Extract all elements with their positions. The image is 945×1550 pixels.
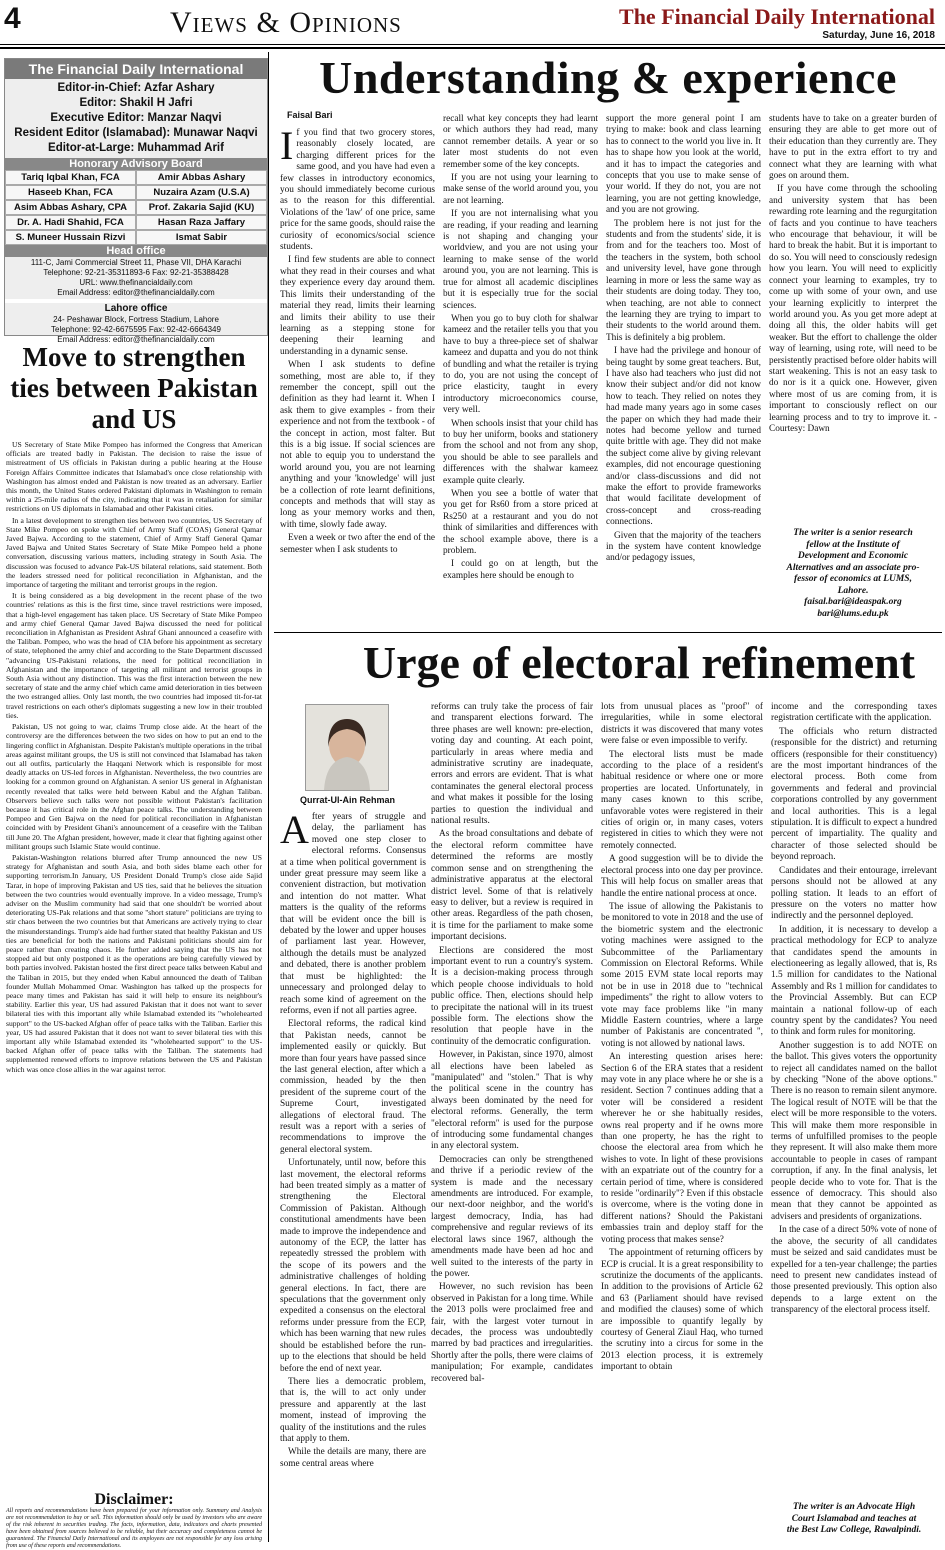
paragraph: Even a week or two after the end of the semester when I ask students to xyxy=(280,533,435,555)
paragraph: Unfortunately, until now, before this last movement, the electoral reforms had been treated simply as a matter of strengthening the Electoral Commission of Pakistan. Although constitutional amendments have been made to improve the independence and autonomy of the ECP, the latter has repeatedly stressed the problem with the scope of its powers and the administrative challenges of holding general elections. In fact, there are speculations that the government only expedited a consensus on the electoral reforms under pressure from the ECP, which has been warning that new rules should be established before the run-up to the elections that should be held before the end of next year. xyxy=(280,1158,426,1374)
advisor: Hasan Raza Jaffary xyxy=(136,215,267,230)
paragraph: In the case of a direct 50% vote of none of the above, the security of all candidates must be seized and said candidates must be expelled for a ten-year challenge; the parties need to present new candidates instead of those presented previously. This option also depends to a large extent on the transparency of the electoral process itself. xyxy=(771,1225,937,1316)
paragraph: However, in Pakistan, since 1970, almost all elections have been labeled as "manipulated" and "stolen." That is why the political scene in the country has always been dominated by the need for electoral reforms. Generally, the term "electoral reform" is used for the purpose of introducing some fundamental changes in any electoral system. xyxy=(431,1050,593,1152)
paragraph: If you are not internalising what you are reading, if your reading and learning is not shaping and changing your worldview, and you are not using your learning to make sense of the world around you, you are not learning. This is true for almost all academic disciplines but it is especially true for the social sciences. xyxy=(443,209,598,311)
issue-date: Saturday, June 16, 2018 xyxy=(822,30,935,41)
editor-list xyxy=(5,79,267,158)
author-byline: Qurrat-Ul-Ain Rehman xyxy=(299,795,395,805)
author-note xyxy=(771,1502,937,1537)
portrait-icon xyxy=(306,705,388,790)
url-link[interactable]: URL: www.thefinancialdaily.com xyxy=(79,278,193,287)
article-column xyxy=(443,114,598,628)
editor-line: Editor-at-Large: Muhammad Arif xyxy=(48,142,224,154)
phone-line: Telephone: 92-21-35311893-6 Fax: 92-21-35388428 xyxy=(43,268,229,277)
paragraph xyxy=(280,128,435,253)
author-byline: Faisal Bari xyxy=(287,110,333,120)
paragraph: The problem here is not just for the students and from the students' side, it is from and for the teachers too. Most of the teachers in the system, both school and university level, have gone through learning in more or less the same way as their students are doing today. They too, when teaching, are not able to connect the learning they are trying to impart to their students to the world around them. This is definitely a big problem. xyxy=(606,218,761,343)
advisor: Dr. A. Hadi Shahid, FCA xyxy=(5,215,136,230)
lahore-office-title: Lahore office xyxy=(104,303,168,314)
paragraph: Given that the majority of the teachers in the system have content knowledge and/or pedagogy issues, xyxy=(606,530,761,564)
paragraph: It is being considered as a big development in the recent phase of the two countries' relations as this is the first time, since travel restrictions were imposed, that a high-level engagement has taken place. US Secretary of State Mike Pompeo and army chief General Qamar Javed Bajwa discussed the need for political reconciliation in Afghanistan as President Ashraf Ghani announced a ceasefire with the Taliban. Pompeo, who was the head of CIA before his appointment as secretary of state, telephoned the army chief and according to the State Department discussed "advancing US-Pakistani relations, the need for political reconciliation in Afghanistan and the importance of targeting all militant and terrorist groups in South Asia without any distinction. This was the first interaction between the new secretary of state and the army chief which came amid deterioration in ties between the two estranged allies. Only last month, the two countries had imposed tit-for-tat travel restrictions on each other's diplomats suggesting a new low in their troubled ties. xyxy=(6,591,262,720)
header-rule xyxy=(0,44,945,45)
address-line: 24- Peshawar Block, Fortress Stadium, Lahore xyxy=(53,315,219,324)
paragraph-text: f you find that two grocery stores, reasonably closely located, are charging different prices for the same good, and you have had even a few classes in introductory economics, you should immediately become curious as to the reason for this differential. Violations of the 'law' of one price, same price for the same goods, should raise the curiosity of economics/social science students. xyxy=(280,128,435,253)
paragraph: In a latest development to strengthen ties between two countries, US Secretary of State Mike Pompeo on spoke with Chief of Army Staff (COAS) General Qamar Javed Bajwa. According to the statement, Chief of Army Staff General Qamar Javed Bajwa and United States Secretary of State Mike Pompeo held a phone conversation, discussing various matters, including strategy in South Asia. The discussion was focused to advance Pak-US bilateral relations, said statement. Both the leaders stressed need for political reconciliation in Afghanistan, and the importance of targeting the militant and terrorist groups in the region. xyxy=(6,515,262,590)
paragraph: I have had the privilege and honour of being taught by some great teachers. But, I have also had teachers who just did not know their subject and/or did not know how to teach. They relied on notes they had made many years ago in some cases the paper on which they had made their notes had become yellow and turned quite brittle with age. They did not make the subject come alive by giving relevant examples, did not encourage questioning and/or class-discussions and did not make the effort to provide frameworks that would facilitate development of cross-concept and cross-reading connections. xyxy=(606,346,761,528)
paragraph: The issue of allowing the Pakistanis to be monitored to vote in 2018 and the use of the biometric system and the electronic voting machines were assigned to the Subcommittee of the Parliamentary Commission on Electoral Reforms. While some 2015 EVM state local reports may not be in use in 2018 due to "technical impediments" the right to allow voters to vote may face problems like "in many Middle Eastern countries, where a large number of Pakistanis are concentrated ", voting is not allowed by national laws. xyxy=(601,901,763,1049)
editorial-headline: Move to strengthen ties between Pakistan and US xyxy=(10,342,258,434)
paragraph: reforms can truly take the process of fair and transparent elections forward. The three phases are well known: pre-election, voting day and counting. At each point, particularly in areas where media and administrative scrutiny are inadequate, errors and errors are evident. That is what contaminates the general electoral process and what makes it possible for the losing parties to question the individual and national results. xyxy=(431,702,593,827)
note-line: the Best Law College, Rawalpindi. xyxy=(786,1525,922,1535)
advisor: Nuzaira Azam (U.S.A) xyxy=(136,185,267,200)
editor-line: Resident Editor (Islamabad): Munawar Naqvi xyxy=(14,127,258,139)
advisor: Haseeb Khan, FCA xyxy=(5,185,136,200)
article-column xyxy=(280,812,426,1542)
email-link[interactable]: faisal.bari@ideaspak.org xyxy=(804,597,902,607)
phone-line: Telephone: 92-42-6675595 Fax: 92-42-6664349 xyxy=(51,325,221,334)
note-line: Alternatives and an associate pro- xyxy=(786,562,920,573)
note-line: The writer is an Advocate High xyxy=(792,1502,916,1512)
email-link[interactable]: Email Address: editor@thefinancialdaily.com xyxy=(57,288,215,297)
paragraph: Another suggestion is to add NOTE on the ballot. This gives voters the opportunity to reject all candidates named on the ballot by checking "None of the above options." There is no reason to remain silent anymore. The logical result of NOTE will be that the elect will be more responsible to the voters. This will make them more responsible in terms of unfulfilled promises to the people they represent. It will also make them more accountable to people in cases of rampant corruption, if any. In the final analysis, let people decide who to vote for. That is the essence of democracy. This should also mean that they cannot be appointed as advisers and presidents of organizations. xyxy=(771,1040,937,1222)
advisory-title: Honorary Advisory Board xyxy=(5,158,267,170)
email-link[interactable]: Email Address: editor@thefinancialdaily.com xyxy=(57,335,215,344)
paragraph: Electoral reforms, the radical kind that Pakistan needs, cannot be implemented easily or quickly. But more than four years have passed since the last general election, after which a commission, headed by the then president of the supreme court of the Supreme Court, investigated allegations of electoral fraud. The result was a report with a series of recommendations to improve the general electoral system. xyxy=(280,1019,426,1155)
disclaimer-box xyxy=(6,1491,262,1549)
note-line: Court Islamabad and teaches at xyxy=(791,1513,917,1524)
email-link[interactable]: bari@lums.edu.pk xyxy=(817,608,889,619)
editor-line: Editor: Shakil H Jafri xyxy=(79,97,193,109)
disclaimer-title: Disclaimer: xyxy=(94,1491,174,1508)
drop-cap: A xyxy=(280,812,309,852)
author-photo xyxy=(305,704,389,791)
paragraph: There lies a democratic problem, that is, the will to act only under pressure and apparently at the last moment, instead of improving the quality of the institutions and the rules that apply to them. xyxy=(280,1376,426,1444)
paragraph-text: fter years of struggle and delay, the parliament has moved one step closer to electoral reforms. Consensus at a time when political government is under great pressure may seem like a convenient distraction, but motivation and intention do not matter. What matters is the quality of the reforms that will be evident once the bill is debated by the lower and upper houses of parliament last year. However, although the details must be analyzed and debated, there is another problem that must be highlighted: the unnecessary and prolonged delay to reach some kind of agreement on the reforms, even if not all parties agree. xyxy=(280,812,426,1016)
paragraph: US Secretary of State Mike Pompeo has informed the Congress that American officials are treated badly in Pakistan. The decision to raise the issue of mistreatment of US officials in Pakistan during a public hearing at the House Foreign Affairs Committee indicates that Islamabad's once close relationship with Washington has almost ended and Pakistan is now treated as an adversary. Earlier this month, the United States ordered Pakistani diplomats in Washington to remain within a 25-mile radius of the city, indicating that it was in retaliation for similar restrictions on US diplomats in Islamabad and other Pakistani cities. xyxy=(6,440,262,514)
section-title: Views & Opinions xyxy=(170,6,402,39)
article-column xyxy=(771,702,937,1462)
paragraph: The officials who return distracted (responsible for the district) and returning officers (responsible for their constituency) are the most important hindrances of the electoral process. Both come from governments and federal and provincial corporations controlled by any government and local authorities. This is a legal stipulation. It is difficult to expect a hundred percent of impartiality. The quality and character of those selected should be beyond reproach. xyxy=(771,726,937,863)
note-line: Lahore. xyxy=(837,585,869,596)
head-office-title: Head office xyxy=(5,245,267,257)
note-line: fellow at the Institute of xyxy=(806,539,900,550)
article-headline: Understanding & experience xyxy=(319,52,897,103)
page-number: 4 xyxy=(4,2,21,35)
advisor: Amir Abbas Ashary xyxy=(136,170,267,185)
note-line: The writer is a senior research xyxy=(793,528,913,538)
staff-box-title: The Financial Daily International xyxy=(5,59,267,79)
paragraph: The electoral lists must be made according to the place of a resident's habitual residence or where one or more properties are located. Unfortunately, in many cases known to this scribe, unfavorable votes were registered in their cities of origin or, in many cases, voters registered in cities to which they were not remotely connected. xyxy=(601,749,763,851)
paragraph: When you see a bottle of water that you get for Rs60 from a store priced at Rs250 at a restaurant and you do not think of similarities and differences with the school example above, there is a problem. xyxy=(443,489,598,557)
article-column xyxy=(606,114,761,628)
advisor: Asim Abbas Ashary, CPA xyxy=(5,200,136,215)
paragraph: Pakistan-Washington relations blurred after Trump announced the new US strategy for Afghanistan and south Asia, and both sides blame each other for supporting terrorism.In January, US President Donald Trump's close aide Sajid Tarar, in hope of improving Pakistan and US ties, said that he believes the situation between the two countries would eventually improve. In a video message, Trump's adviser on the Muslim community had said that one shouldn't be worried about deteriorating US-Pak relations and that some "short stature" politicians are trying to stir chaos between the two countries but that Americans are actively trying to clear the misunderstandings. Trump's aide had further stated that healthy Pakistan and US ties are beneficial for both the nations and Pakistani politicians should aim for peace rather than creating chaos. He further added saying that the US has not stopped aid but only postponed it as the operations are being carefully viewed by both parties involved. Pakistan hosted the first direct peace talks between Kabul and the Taliban in 2015, but they ended when Kabul announced the death of Taliban founder Mullah Mohammed Omar. Washington has talked up the prospects for peace many times and Pakistan has said it will help to ensure its neighbour's stability. Earlier this year, US had assured Pakistan that it does not want to sever bilateral ties with this important ally while Islamabad extended its "wholehearted support" to the US-backed Afghan offer of peace talks with the Taliban. Earlier this year, US had assured Pakistan that it does not want to sever bilateral ties with this important ally while Islamabad extended its "wholehearted support" to the US-backed Afghan offer of peace talks with the Taliban. The statements had supplemented renewed efforts to improve relations between the US and Pakistan which was once close allies in the war against terror. xyxy=(6,852,262,1074)
header-rule-thick xyxy=(0,47,945,49)
article-column xyxy=(769,114,937,514)
paragraph: lots from unusual places as "proof" of irregularities, while in some electoral districts it was discovered that many votes were false or even impossible to verify. xyxy=(601,702,763,747)
paragraph: When you go to buy cloth for shalwar kameez and the retailer tells you that you have to buy a three-piece set of shalwar kameez and dupatta and you do not think of bundling and what the retailer is trying to do, you are not using the concept of price elasticity, taught in every introductory microeconomics course, very well. xyxy=(443,313,598,416)
head-office-address xyxy=(5,257,267,299)
paragraph: Democracies can only be strengthened and thrive if a periodic review of the system is made and the necessary amendments are introduced. For example, our next-door neighbor, and the world's largest democracy, India, has had comprehensive and regular reviews of its electoral laws since 1967, although the amendments made have been ad hoc and well suited to the interests of the party in the power. xyxy=(431,1154,593,1279)
paragraph: income and the corresponding taxes registration certificate with the application. xyxy=(771,702,937,724)
address-line: 111-C, Jami Commercial Street 11, Phase VII, DHA Karachi xyxy=(30,258,242,267)
paragraph: If you have come through the schooling and university system that has been rewarding rote learning and the regurgitation of facts and you continue to have teachers who encourage that behaviour, it will be hard to break the habit. But it is important to do so. You will need to consciously redesign how you learn. You will need to explicitly connect your learning to examples, try to come up with some of your own, and use your learning explicitly to interpret the world around you. As you get more adept at doing all this, the older habits will get weaker. But the effort to challenge the older way of learning, using rote, will need to be persistently practised before older habits will start weakening. This is not an easy task to do nor is it a quick one. However, given where most of us are coming from, it is important to consciously reflect on our learning process and to try to improve it. - Courtesy: Dawn xyxy=(769,184,937,434)
paragraph: recall what key concepts they had learnt or which authors they had read, many cannot remember details. A year or so later most students do not even remember some of the key concepts. xyxy=(443,114,598,170)
paragraph xyxy=(280,812,426,1017)
editor-line: Executive Editor: Manzar Naqvi xyxy=(50,112,222,124)
advisor: Tariq Iqbal Khan, FCA xyxy=(5,170,136,185)
article-column xyxy=(601,702,763,1542)
paragraph: support the more general point I am trying to make: book and class learning has to connect to the world you live in. It has to shape how you look at the world, and it has to impact the categories and concepts that you use to make sense of your world. If they do not, you are not learning, you are not getting knowledge, and you are not growing. xyxy=(606,114,761,216)
note-line: fessor of economics at LUMS, xyxy=(794,574,912,584)
paragraph: students have to take on a greater burden of ensuring they are able to get more out of their education than they currently are. They have to put in the extra effort to try and connect what they are learning with what goes on around them. xyxy=(769,114,937,182)
paragraph: Elections are considered the most important event to run a country's system. It is a decision-making process through which people choose individuals to hold public office. Then, elections should help to precipitate the national will in its truest possible form. The elections show the resolution that people have in the continuity of the democratic configuration. xyxy=(431,945,593,1047)
paragraph: A good suggestion will be to divide the electoral process into one day per province. This will help focus on smaller areas that handle the entire national process at once. xyxy=(601,854,763,899)
article-headline: Urge of electoral refinement xyxy=(362,637,916,688)
paragraph: Candidates and their entourage, irrelevant persons should not be allowed at any polling station. It leads to an effort of pressure on the voters no matter how indirectly and the personnel deployed. xyxy=(771,865,937,922)
paragraph: The appointment of returning officers by ECP is crucial. It is a great responsibility to scrutinize the documents of the applicants. In addition to the provisions of Article 62 and 63 (Parliament should have revised and modified the clauses) some of which are impossible to quantify legally by courtesy of General Ziaul Haq, who turned the scrutiny into a circus for some in the 2013 election process, it is extremely important to obtain xyxy=(601,1248,763,1373)
advisor: S. Muneer Hussain Rizvi xyxy=(5,230,136,245)
paragraph: An interesting question arises here: Section 6 of the ERA states that a resident may vote in any place where he or she is a resident. Section 7 continues adding that a voter will be considered a resident wherever he or she habitually resides, owns real property and if he owns more than one property, he has the right to choose the electoral area from which he wishes to vote. In light of these provisions with an expatriate out of the country for a certain period of time, where is considered to reside "ordinarily"? Even if this obstacle is overcome, where is the voting done in different nations? Should the Pakistani embassies train and deploy staff for the voting process that makes sense? xyxy=(601,1052,763,1245)
drop-cap: I xyxy=(280,128,294,168)
paragraph: If you are not using your learning to make sense of the world around you, you are not learning. xyxy=(443,173,598,206)
staff-box xyxy=(4,58,268,344)
article-column xyxy=(280,128,435,628)
advisor: Ismat Sabir xyxy=(136,230,267,245)
note-line: Development and Economic xyxy=(797,551,909,561)
paragraph: When schools insist that your child has to buy her uniform, books and stationery from the school and not from any shop, you should be able to see parallels and differences with the shalwar kameez example quite clearly. xyxy=(443,418,598,486)
paragraph: I could go on at length, but the examples here should be enough to xyxy=(443,559,598,581)
paragraph: As the broad consultations and debate of the electoral reform committee have determined the reforms are mostly common sense and on strengthening the administrative apparatus at the electoral district level. Some of that is relatively easy to deliver, but a review is required in other areas. Regardless of the path chosen, it is time for the parliament to make some important decisions. xyxy=(431,829,593,943)
editorial-body xyxy=(6,440,262,1490)
paragraph: Pakistan, US not going to war, claims Trump close aide. At the heart of the controversy are the differences between the two sides on how to put an end to the lingering conflict in Afghanistan. Despite Pakistan's multiple operations in the tribal areas against militant groups, the US is still not convinced that Islamabad has taken out all outfits, particularly the Haqqani Network which is responsible for most deadly attacks on US-led forces in Afghanistan. Nevertheless, the two countries are looking for a common ground on Afghanistan. A senior US general in Afghanistan recently revealed that talks were held between Kabul and the Afghan Taliban. Observers believe such talks were not possible without Pakistan's facilitation because it has critical role in the Afghan peace talks. The understanding between Pompeo and Gen Bajwa on the need for political reconciliation in Afghanistan coincided with by President Ghani's announcement of a ceasefire with the Taliban till June 20. The Afghan president, however, made it clear that fighting against other militant groups such Islamic State would continue. xyxy=(6,722,262,851)
paragraph: I find few students are able to connect what they read in their courses and what they experience every day around them. This limits their understanding of the material they read, limits their learning and limits their ability to use their learning as a stepping stone for deepening their learning and understanding in a dynamic sense. xyxy=(280,255,435,357)
paragraph: While the details are many, there are some central areas where xyxy=(280,1447,426,1469)
paragraph: In addition, it is necessary to develop a practical methodology for ECP to analyze that candidates spend the amounts in electioneering as legally allowed, that is, Rs 1.5 million for candidates to the National Assembly and Rs 1 million for candidates to the Provincial Assembly. But can ECP maintain a national follow-up of each country spent by the candidates? You need to think and form rules for monitoring. xyxy=(771,924,937,1038)
article-column xyxy=(431,702,593,1542)
disclaimer-text: All reports and recommendations have been prepared for your information only. Summary and Analysis are not recommendation to buy or sell. This information should only be used by investors who are aware of the risk inherent in securities trading. The facts, information, data, indicators and charts presented have been obtained from sources believed to be reliable, but their accuracy and completeness cannot be guaranteed. The Financial Daily International and its employees are not responsible for any loss arising from use of these reports and recommendations. xyxy=(6,1508,262,1549)
article-divider xyxy=(274,632,942,633)
paragraph: However, no such revision has been observed in Pakistan for a long time. While the 2013 polls were proclaimed free and fair, with the largest voter turnout in decades, the process was undoubtedly marred by bad practices and irregularities. Shortly after the polls, there were claims of manipulation; For example, candidates recovered bal- xyxy=(431,1282,593,1384)
editor-line: Editor-in-Chief: Azfar Ashary xyxy=(57,82,215,94)
advisor: Prof. Zakaria Sajid (KU) xyxy=(136,200,267,215)
author-note xyxy=(769,528,937,620)
advisory-grid xyxy=(5,170,267,245)
masthead: The Financial Daily International xyxy=(619,4,935,29)
paragraph: When I ask students to define something, most are able to, if they remember the concept, spill out the definition as they had learnt it. When I ask them to give examples - from their experience and not from the textbook - of the concept in action, most falter. But this is a big issue. If social sciences are not able to equip you to understand the world around you, you are not learning anything and your 'knowledge' will just be a collection of rote learnt definitions, concepts and methods that will stay as long as your memory works and then, with time, slowly fade away. xyxy=(280,360,435,530)
column-divider xyxy=(268,52,269,1542)
